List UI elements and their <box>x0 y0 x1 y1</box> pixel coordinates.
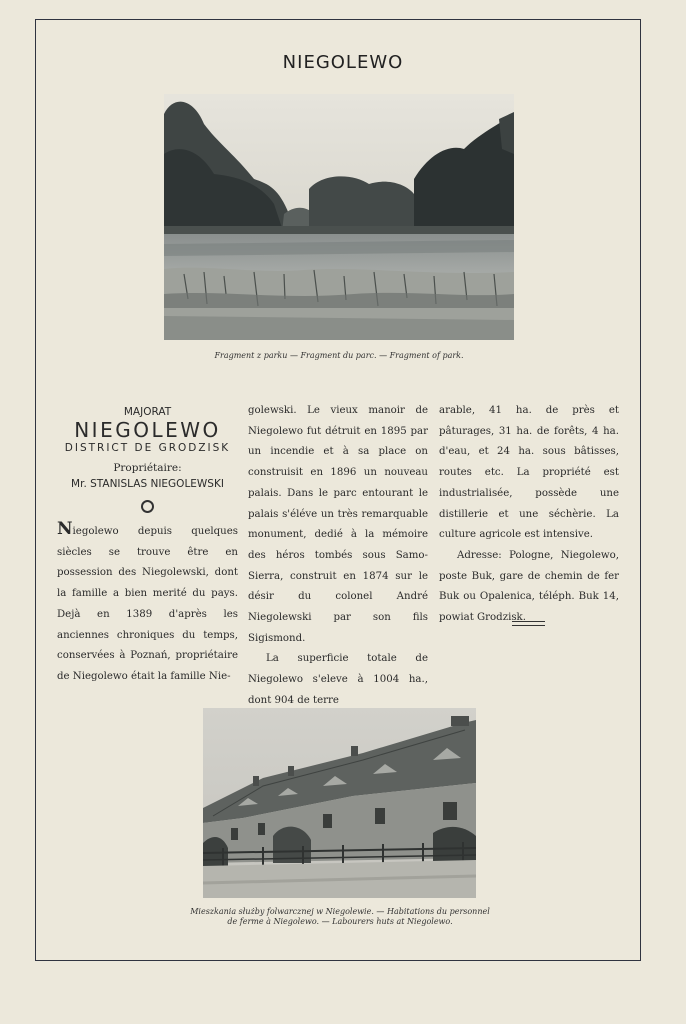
paragraph-area: La superficie totale de Niegolewo s'eleve à 1004 ha., dont 904 de terre <box>248 653 428 706</box>
farm-caption-line-2: de ferme à Niegolewo. — Labourers huts at Niegolewo. <box>227 917 453 926</box>
farm-caption-line-1: Mieszkania służby folwarcznej w Niegolewie. — Habitations du personnel <box>190 907 490 916</box>
estate-name: NIEGOLEWO <box>74 418 221 442</box>
text-column-2 <box>248 401 428 712</box>
farm-huts-photo <box>203 708 476 898</box>
owner-label: Propriétaire: <box>113 462 182 474</box>
paragraph-intro-text: iegolewo depuis quelques siècles se trouve être en possession des Niegolewski, dont la famille a bien merité du pays. Dejà en 1389 d'après les anciennes chroniques du temps, conservées à Poznań, propriétaire de Niegolewo était la famille Nie- <box>57 526 238 682</box>
park-photo-caption: Fragment z parku — Fragment du parc. — Fragment of park. <box>214 351 464 360</box>
paragraph-history: golewski. Le vieux manoir de Niegolewo fut détruit en 1895 par un incendie et à sa place on construisit en 1896 un nouveau palais. Dans le parc entourant le palais s'éléve un très remarquable monument, dedié à la mémoire des héros tombés sous Samo-Sierra, construit en 1874 sur le désir du colonel André Niegolewski par son fils Sigismond. <box>248 405 428 644</box>
paragraph-land: arable, 41 ha. de près et pâturages, 31 ha. de forêts, 4 ha. d'eau, et 24 ha. sous bâtisses, routes etc. La propriété est industrialisée, possède une distillerie et une séchèrie. La culture agricole est intensive. <box>439 405 619 541</box>
double-rule-ornament-icon <box>512 621 545 626</box>
paragraph-intro <box>57 519 238 688</box>
circle-ornament-icon <box>141 500 154 513</box>
page-title: NIEGOLEWO <box>282 52 404 73</box>
district-label: DISTRICT DE GRODZISK <box>64 442 231 454</box>
paragraph-address: Adresse: Pologne, Niegolewo, poste Buk, gare de chemin de fer Buk ou Opalenica, téléph. Buk 14, powiat Grodzisk. <box>439 549 619 624</box>
text-column-1 <box>57 401 238 688</box>
owner-name: Mr. STANISLAS NIEGOLEWSKI <box>71 478 224 490</box>
drop-cap: N <box>57 519 73 539</box>
farm-huts-photo-caption <box>150 907 530 927</box>
text-column-3 <box>439 401 619 629</box>
park-photo <box>164 94 514 340</box>
majorat-label: MAJORAT <box>123 406 172 418</box>
estate-heading <box>57 405 238 513</box>
